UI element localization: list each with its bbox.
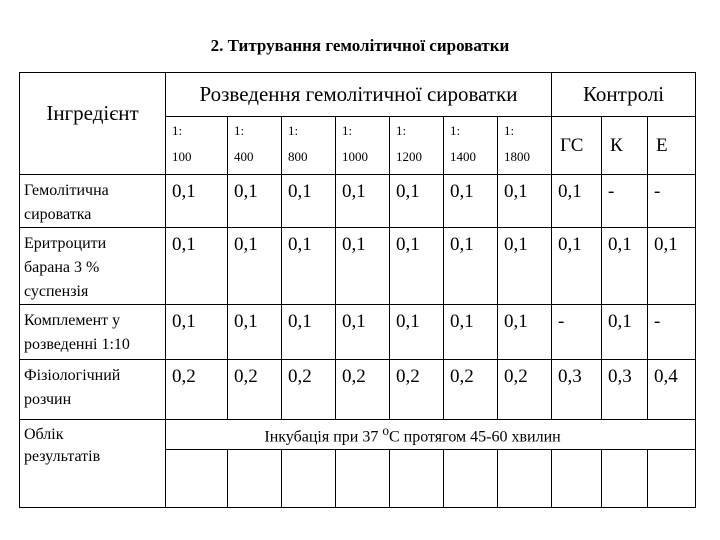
table-cell: 0,1 — [444, 305, 498, 360]
result-cell — [498, 450, 552, 508]
table-cell: 0,1 — [166, 175, 228, 228]
table-cell: 0,2 — [444, 360, 498, 420]
dilution-header — [166, 117, 228, 175]
results-label-line: результатів — [24, 448, 101, 465]
row-label — [20, 228, 166, 305]
dilution-value: 800 — [288, 149, 308, 164]
dilution-ratio: 1: — [342, 123, 353, 138]
table-cell: 0,1 — [282, 228, 336, 305]
table-cell: 0,1 — [390, 175, 444, 228]
row-label-line: суспензія — [24, 283, 89, 300]
degree-sign: о — [382, 422, 389, 438]
table-cell: 0,1 — [166, 305, 228, 360]
result-cell — [552, 450, 602, 508]
table-cell: 0,1 — [336, 305, 390, 360]
result-cell — [166, 450, 228, 508]
table-cell: 0,1 — [444, 175, 498, 228]
result-cell — [228, 450, 282, 508]
row-label-line: барана 3 % — [24, 259, 100, 276]
dilution-ratio: 1: — [504, 123, 515, 138]
row-label — [20, 175, 166, 228]
control-header: Е — [648, 117, 696, 175]
table-cell: 0,1 — [552, 175, 602, 228]
row-label-line: Фізіологічний — [24, 367, 121, 384]
page-title: 2. Титрування гемолітичної сироватки — [210, 36, 510, 55]
table-cell: 0,2 — [228, 360, 282, 420]
results-label-line: Облік — [24, 426, 64, 443]
dilution-value: 100 — [172, 149, 192, 164]
dilution-ratio: 1: — [234, 123, 245, 138]
result-cell — [336, 450, 390, 508]
row-label-line: Гемолітична — [24, 182, 109, 199]
row-label-line: розчин — [24, 391, 72, 408]
control-header: ГС — [552, 117, 602, 175]
row-label-line: розведенні 1:10 — [24, 336, 130, 353]
table-cell: - — [552, 305, 602, 360]
dilution-ratio: 1: — [172, 123, 183, 138]
result-cell — [390, 450, 444, 508]
table-row — [20, 360, 696, 420]
table-cell: 0,1 — [602, 228, 648, 305]
table-cell: - — [648, 175, 696, 228]
dilution-value: 1800 — [504, 149, 530, 164]
row-label-line: сироватка — [24, 206, 92, 223]
table-cell: 0,1 — [444, 228, 498, 305]
table-cell: 0,2 — [166, 360, 228, 420]
dilution-ratio: 1: — [396, 123, 407, 138]
result-cell — [602, 450, 648, 508]
table-cell: 0,1 — [602, 305, 648, 360]
result-cell — [282, 450, 336, 508]
incubation-note — [166, 420, 696, 450]
titration-table — [19, 72, 696, 508]
table-cell: 0,1 — [390, 228, 444, 305]
row-label-line: Еритроцити — [24, 235, 107, 252]
table-cell: 0,2 — [282, 360, 336, 420]
dilution-value: 1000 — [342, 149, 368, 164]
result-cell — [648, 450, 696, 508]
row-label — [20, 305, 166, 360]
table-row — [20, 175, 696, 228]
table-cell: 0,1 — [498, 175, 552, 228]
table-cell: - — [648, 305, 696, 360]
row-label — [20, 360, 166, 420]
results-label — [20, 420, 166, 508]
table-cell: 0,1 — [498, 228, 552, 305]
dilution-ratio: 1: — [288, 123, 299, 138]
table-cell: 0,2 — [498, 360, 552, 420]
control-header: К — [602, 117, 648, 175]
table-cell: 0,1 — [390, 305, 444, 360]
table-row — [20, 228, 696, 305]
table-cell: 0,1 — [648, 228, 696, 305]
dilution-header — [228, 117, 282, 175]
incubation-prefix: Інкубація при 37 — [264, 428, 383, 446]
table-cell: 0,1 — [336, 175, 390, 228]
dilution-header — [336, 117, 390, 175]
dilution-group-header: Розведення гемолітичної сироватки — [166, 73, 552, 117]
table-cell: 0,2 — [336, 360, 390, 420]
dilution-header — [390, 117, 444, 175]
dilution-value: 1200 — [396, 149, 422, 164]
dilution-value: 400 — [234, 149, 254, 164]
table-cell: 0,1 — [166, 228, 228, 305]
dilution-header — [498, 117, 552, 175]
table-cell: 0,1 — [282, 305, 336, 360]
dilution-ratio: 1: — [450, 123, 461, 138]
table-cell: 0,3 — [602, 360, 648, 420]
table-cell: 0,1 — [228, 228, 282, 305]
table-cell: 0,1 — [228, 175, 282, 228]
incubation-suffix: С протягом 45-60 хвилин — [389, 428, 561, 446]
table-cell: - — [602, 175, 648, 228]
table-cell: 0,2 — [390, 360, 444, 420]
result-cell — [444, 450, 498, 508]
table-cell: 0,3 — [552, 360, 602, 420]
table-cell: 0,4 — [648, 360, 696, 420]
dilution-header — [444, 117, 498, 175]
ingredient-header: Інгредієнт — [20, 73, 166, 175]
dilution-value: 1400 — [450, 149, 476, 164]
controls-group-header: Контролі — [552, 73, 696, 117]
dilution-header — [282, 117, 336, 175]
row-label-line: Комплемент у — [24, 312, 121, 329]
table-cell: 0,1 — [228, 305, 282, 360]
table-cell: 0,1 — [336, 228, 390, 305]
table-cell: 0,1 — [282, 175, 336, 228]
table-row — [20, 305, 696, 360]
table-cell: 0,1 — [552, 228, 602, 305]
table-cell: 0,1 — [498, 305, 552, 360]
